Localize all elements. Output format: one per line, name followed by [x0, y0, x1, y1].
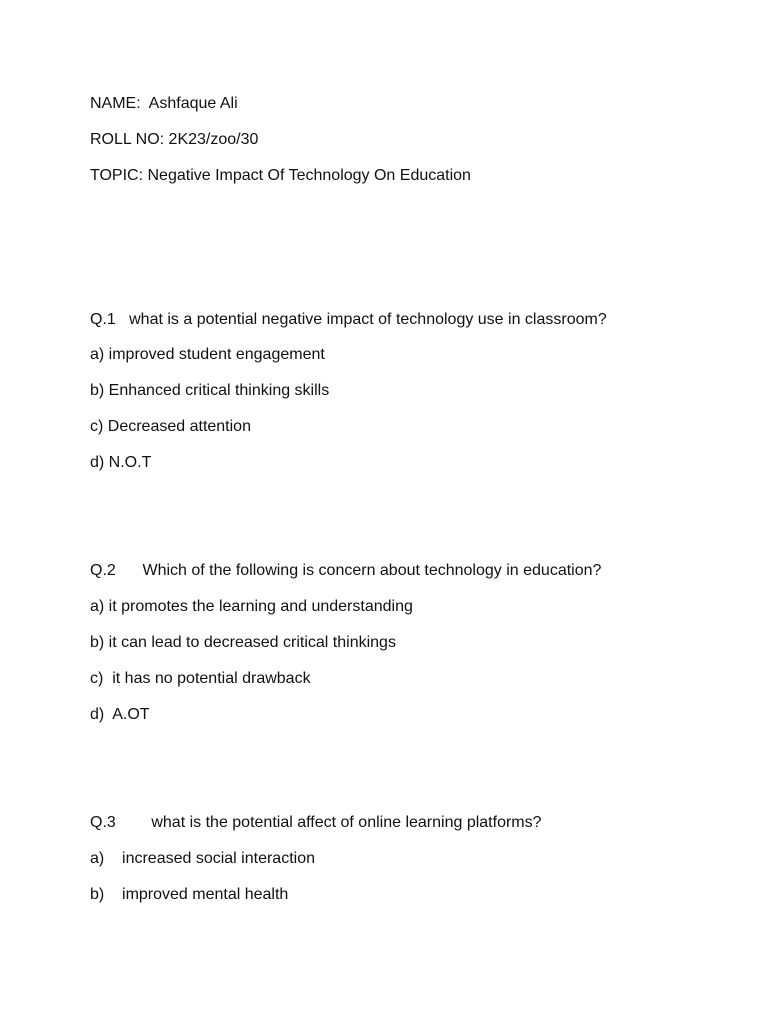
question-3-option-a: a) increased social interaction [90, 850, 315, 867]
question-3-text: Q.3 what is the potential affect of online learning platforms? [90, 814, 542, 831]
question-1-option-b: b) Enhanced critical thinking skills [90, 382, 330, 399]
question-2-option-a: a) it promotes the learning and understanding [90, 598, 413, 615]
question-2-option-b: b) it can lead to decreased critical thinkings [90, 634, 396, 651]
topic: TOPIC: Negative Impact Of Technology On Education [90, 167, 471, 184]
question-3-option-b: b) improved mental health [90, 886, 289, 903]
question-1-option-c: c) Decreased attention [90, 418, 251, 435]
roll-number: ROLL NO: 2K23/zoo/30 [90, 131, 259, 148]
question-2-option-d: d) A.OT [90, 706, 150, 723]
question-1-text: Q.1 what is a potential negative impact of technology use in classroom? [90, 311, 607, 328]
question-2-text: Q.2 Which of the following is concern about technology in education? [90, 562, 602, 579]
question-1-option-d: d) N.O.T [90, 454, 152, 471]
question-2-option-c: c) it has no potential drawback [90, 670, 311, 687]
question-1-option-a: a) improved student engagement [90, 346, 325, 363]
student-name: NAME: Ashfaque Ali [90, 95, 238, 112]
